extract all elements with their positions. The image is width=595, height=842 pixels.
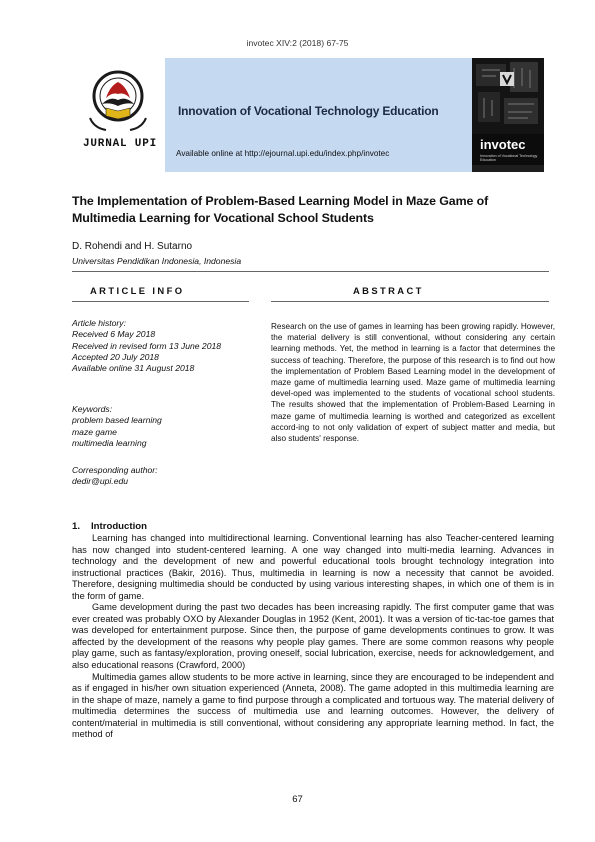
paragraph: Game development during the past two decades has been increasing rapidly. The first computer game that was ever created was probably OXO by Alexander Douglas in 1952 (Kent, 2001). It was a version of tic-tac-toe games that was developed for entertainment purpose. Since then, the purpose of game developments continues to grow. It was affected by the development of the reasons why people play games. There are some common reasons why people play game, such as fantasy/exploration, proving oneself, social lubrication, exercise, needs for acknowledgement, and also educational reasons (Crawford, 2000) xyxy=(72,602,554,671)
cover-title: invotec xyxy=(480,137,526,152)
corresponding-label: Corresponding author: xyxy=(72,465,158,475)
authors: D. Rohendi and H. Sutarno xyxy=(72,241,193,252)
received-date: Received 6 May 2018 xyxy=(72,329,156,340)
section-number: 1. xyxy=(72,521,81,532)
divider xyxy=(271,301,549,302)
divider xyxy=(72,301,249,302)
article-title: The Implementation of Problem-Based Learning Model in Maze Game of Multimedia Learning for Vocational School Students xyxy=(72,194,489,225)
upi-logo xyxy=(72,58,164,172)
affiliation: Universitas Pendidikan Indonesia, Indonesia xyxy=(72,256,242,266)
section-title: Introduction xyxy=(91,521,147,532)
corresponding-email[interactable]: dedir@upi.edu xyxy=(72,476,129,487)
available-online-url[interactable]: Available online at http://ejournal.upi.edu/index.php/invotec xyxy=(176,149,390,158)
abstract-text: Research on the use of games in learning has been growing rapidly. However, the material delivery is still conventional, without considering any certain learning methods. Yet, the method in learning is a factor that determines the success of teaching. Therefore, the purpose of this research is to find out how the implementation of Problem Based Learning model in the development of maze game of multimedia learning used. Maze game of multimedia learning devel-oped was implemented to the students of vocational school students. The results showed that the implementation of Problem-Based Learning in maze game of multimedia learning is worthed and categorized as excellent accord-ing to not only validation of expert of subject matter and media, but also students' response. xyxy=(271,322,555,444)
upi-logo-emblem xyxy=(72,58,164,172)
article-history xyxy=(72,318,257,374)
available-date: Available online 31 August 2018 xyxy=(72,363,195,374)
journal-title: Innovation of Vocational Technology Education xyxy=(178,104,439,118)
corresponding-author xyxy=(72,465,257,488)
cover-footer-bar xyxy=(472,165,544,172)
keywords xyxy=(72,404,257,449)
journal-banner xyxy=(72,58,544,172)
cover-pattern xyxy=(472,58,544,134)
paragraph: Multimedia games allow students to be more active in learning, since they are encouraged to be independent and as if engaged in his/her own situation experienced (Anneta, 2008). The game adopted in this multimedia learning are in the shape of maze, namely a game to find purpose through a complicated and tortuous way. The material delivery of multimedia determines the success of multimedia use and learning outcomes. However, the delivery of content/material in multimedia is still conventional, without considering any appropriate learning method. In fact, the method of xyxy=(72,671,554,740)
article-info-heading: ARTICLE INFO xyxy=(90,285,185,296)
keywords-label: Keywords: xyxy=(72,404,113,414)
divider xyxy=(72,271,549,272)
journal-cover-thumbnail xyxy=(472,58,544,172)
introduction-body xyxy=(72,533,554,741)
running-head: invotec XIV:2 (2018) 67-75 xyxy=(246,38,349,48)
logo-text: JURNAL UPI xyxy=(82,138,157,150)
page-number: 67 xyxy=(292,794,303,805)
abstract-heading: ABSTRACT xyxy=(353,285,424,296)
section-heading xyxy=(72,521,147,532)
history-label: Article history: xyxy=(72,318,126,328)
keyword: maze game xyxy=(72,426,117,437)
journal-title-band xyxy=(165,58,472,172)
accepted-date: Accepted 20 July 2018 xyxy=(72,351,159,362)
paragraph: Learning has changed into multidirectional learning. Conventional learning has also Teacher-centered learning has now changed into student-centered learning. A one way changed into multi-media learning. Advances in technology and the development of new and powerful educational tools brought technology integration into instructional practices (Bakir, 2016). Thus, multimedia in learning is now a necessity that cannot be avoided. Therefore, designing multimedia should be conducted by using various interesting shapes, in which one of them is in the form of game. xyxy=(72,533,554,601)
keyword: multimedia learning xyxy=(72,437,147,448)
revised-date: Received in revised form 13 June 2018 xyxy=(72,340,222,351)
cover-subtitle: Innovation of Vocational Technology Education xyxy=(480,154,538,163)
keyword: problem based learning xyxy=(72,415,162,426)
